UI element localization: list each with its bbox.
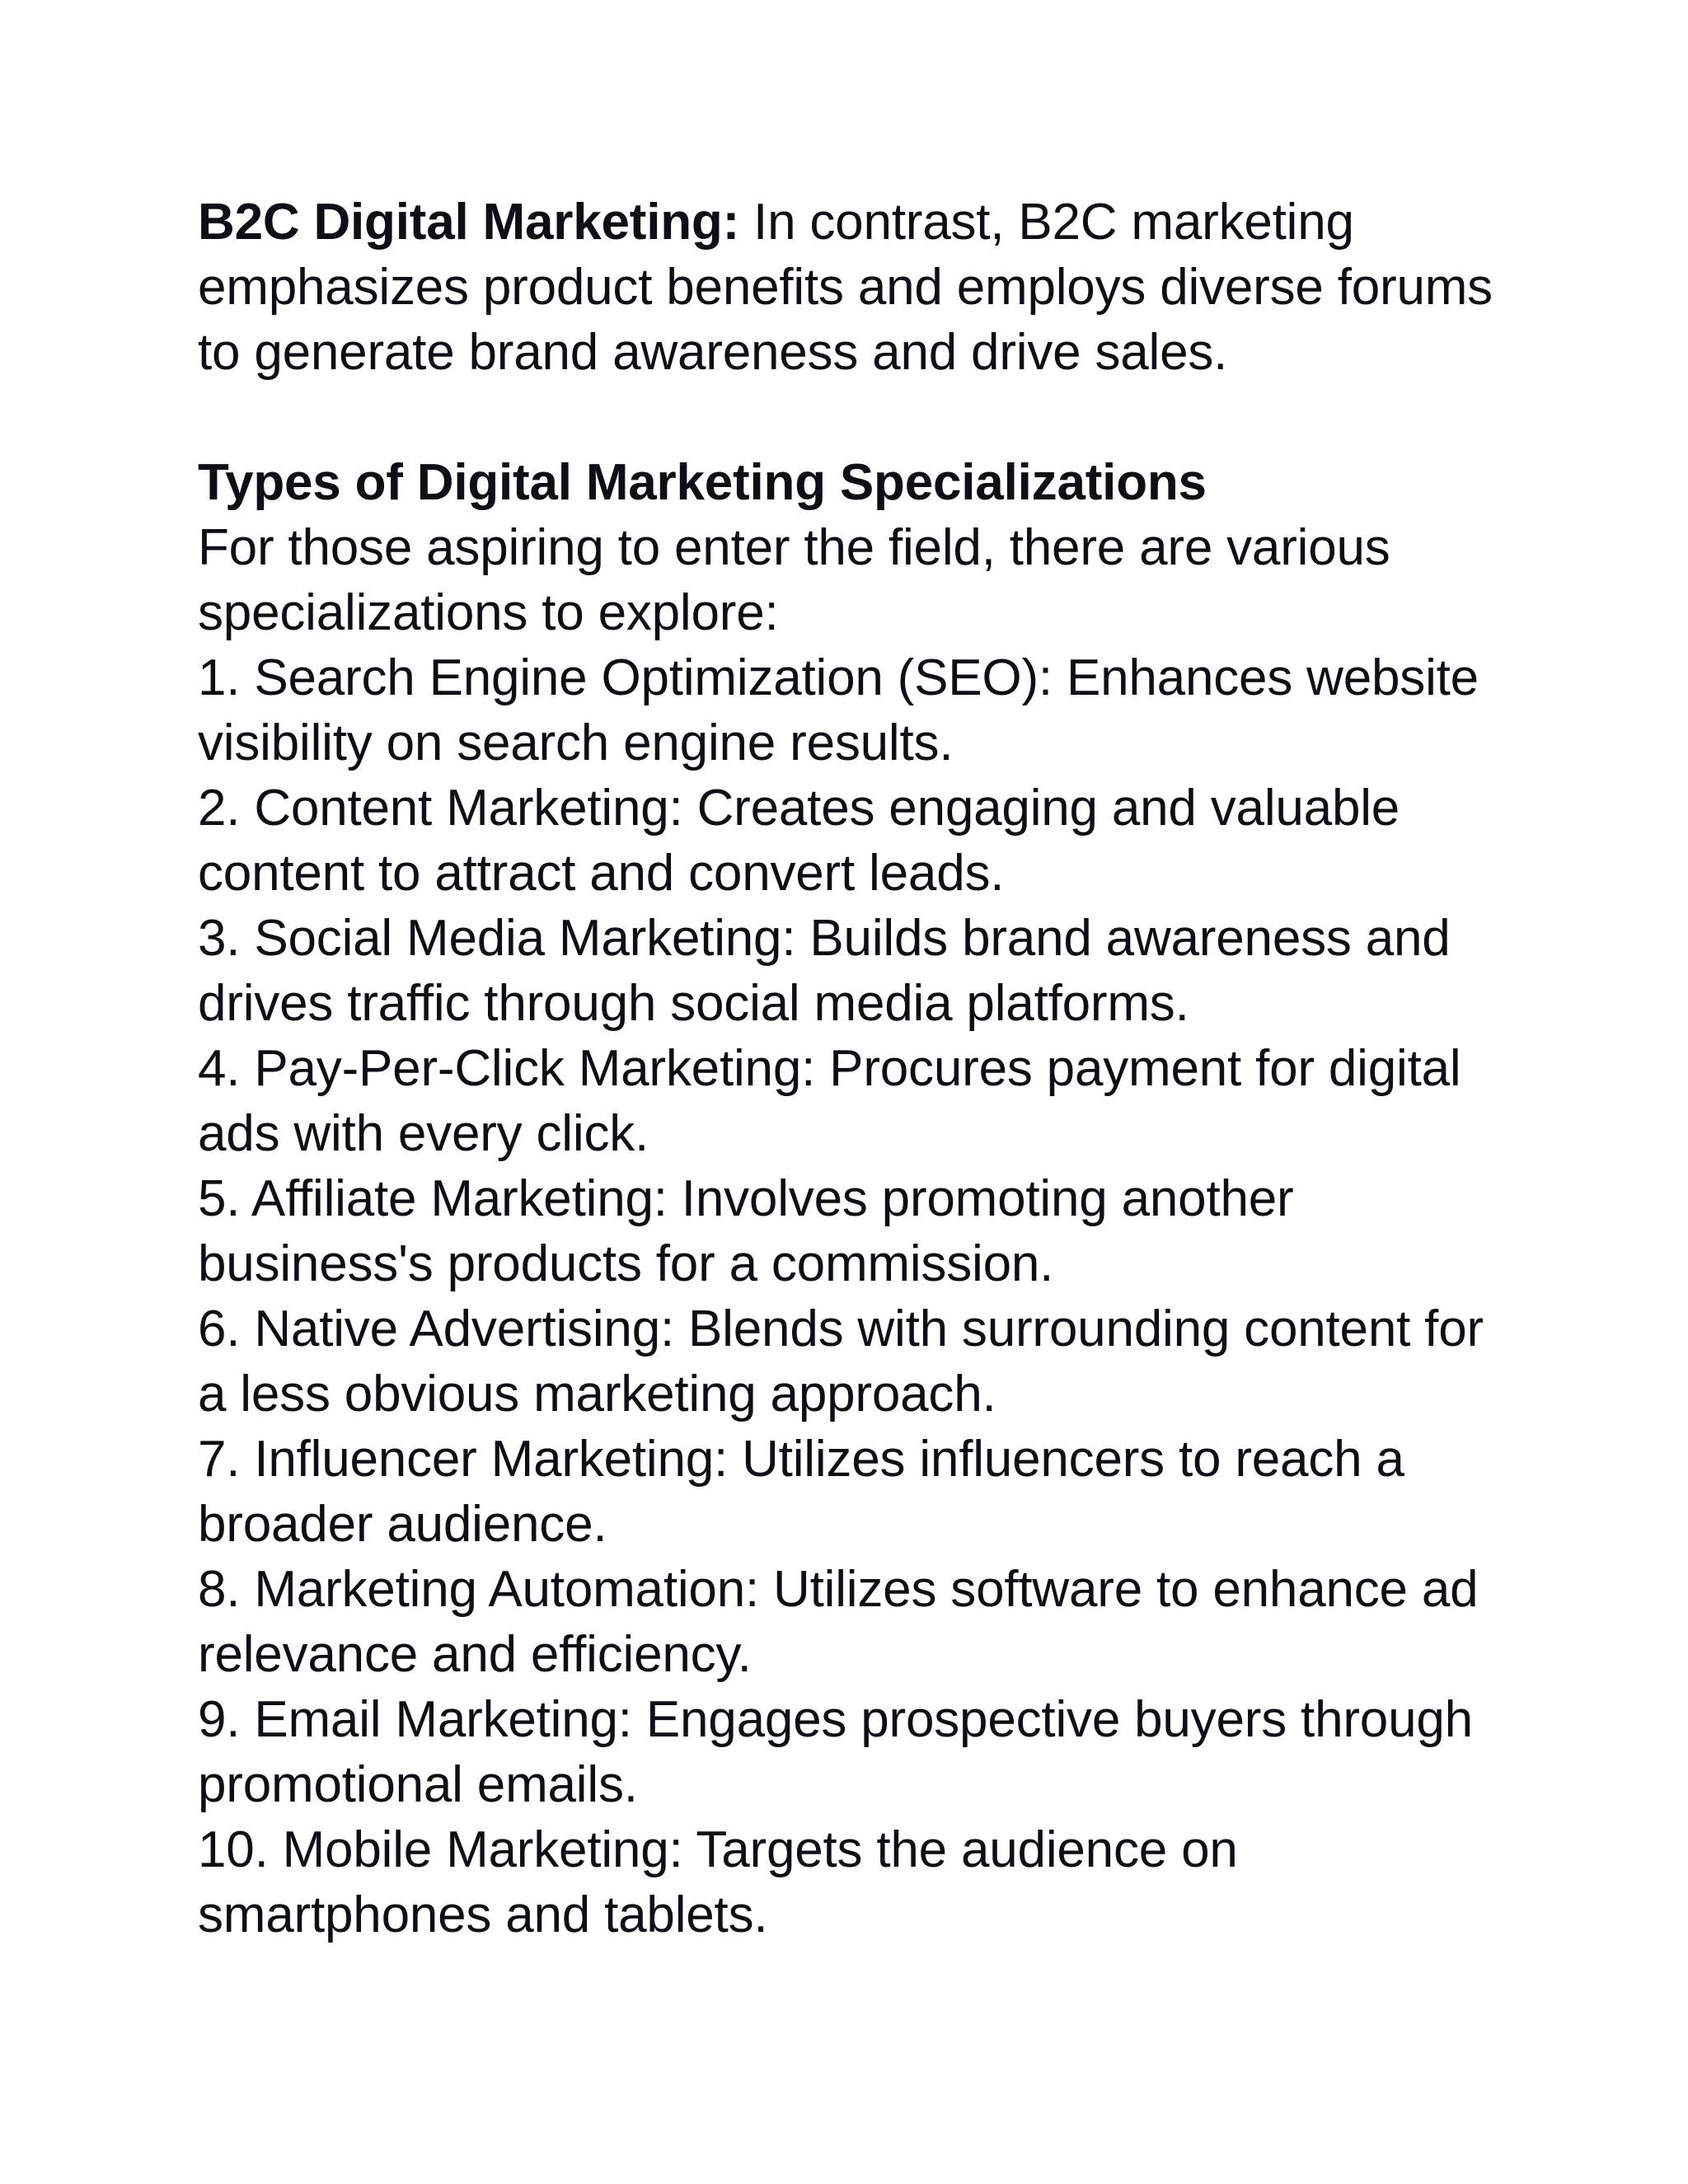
list-item: 8. Marketing Automation: Utilizes software to enhance ad relevance and efficiency. (198, 1561, 1479, 1683)
list-item: 1. Search Engine Optimization (SEO): Enhances website visibility on search engine results. (198, 649, 1479, 771)
section-intro: For those aspiring to enter the field, there are various specializations to explore: (198, 519, 1390, 641)
list-item: 6. Native Advertising: Blends with surrounding content for a less obvious marketing approach. (198, 1301, 1484, 1422)
list-item: 3. Social Media Marketing: Builds brand awareness and drives traffic through social media platforms. (198, 910, 1451, 1032)
list-item: 5. Affiliate Marketing: Involves promoting another business's products for a commission. (198, 1170, 1294, 1292)
b2c-paragraph (198, 190, 1508, 385)
list-item: 10. Mobile Marketing: Targets the audience on smartphones and tablets. (198, 1821, 1238, 1943)
b2c-description: In contrast, B2C marketing emphasizes product benefits and employs diverse forums to generate brand awareness and drive sales. (198, 194, 1493, 381)
list-item: 9. Email Marketing: Engages prospective buyers through promotional emails. (198, 1691, 1473, 1813)
document-body (198, 190, 1508, 1947)
specializations-list (198, 645, 1508, 1947)
b2c-label: B2C Digital Marketing: (198, 194, 740, 251)
section-heading: Types of Digital Marketing Specializations (198, 454, 1207, 511)
list-item: 2. Content Marketing: Creates engaging and valuable content to attract and convert leads. (198, 780, 1400, 902)
list-item: 7. Influencer Marketing: Utilizes influencers to reach a broader audience. (198, 1431, 1404, 1553)
list-item: 4. Pay-Per-Click Marketing: Procures payment for digital ads with every click. (198, 1040, 1461, 1162)
paragraph-spacer (198, 385, 1508, 450)
